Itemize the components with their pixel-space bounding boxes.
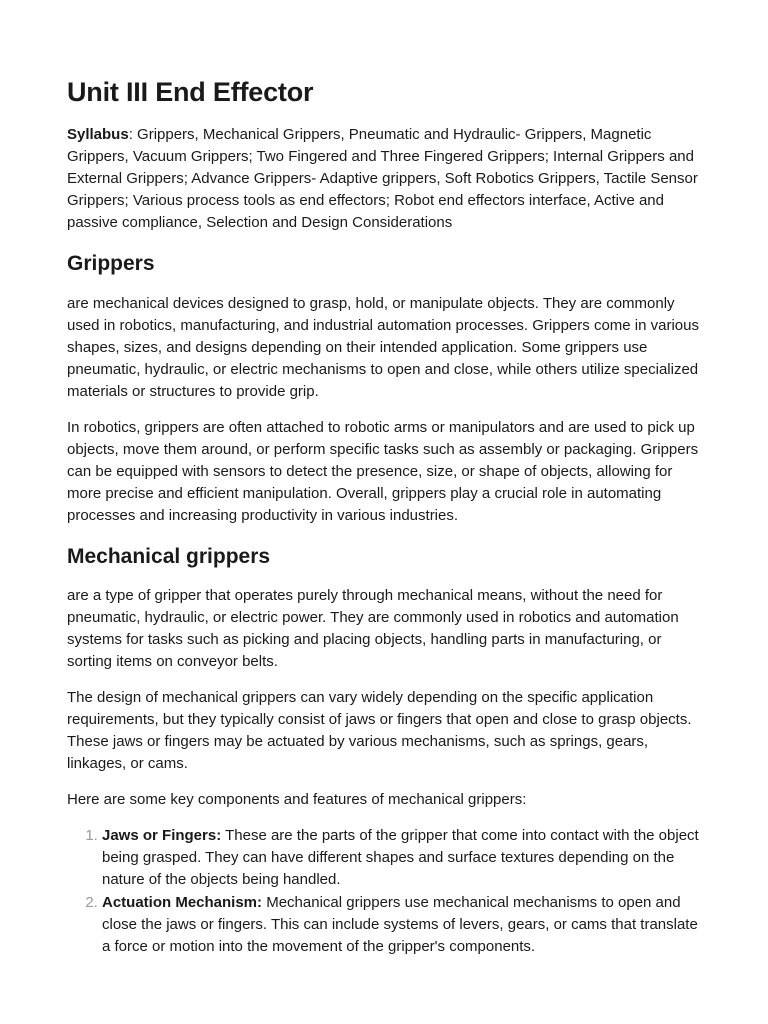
mechanical-paragraph-2: The design of mechanical grippers can vary widely depending on the specific application requirements, but they typically consist of jaws or fingers that open and close to grasp objects. These jaws or fingers may be actuated by various mechanisms, such as springs, gears, linkages, or cams. [67, 688, 692, 772]
list-item [102, 892, 701, 958]
syllabus-paragraph [67, 124, 701, 234]
list-item-term: Jaws or Fingers: [102, 826, 222, 844]
mechanical-grippers-heading: Mechanical grippers [67, 544, 271, 568]
list-item-term: Actuation Mechanism: [102, 893, 263, 911]
syllabus-text: : Grippers, Mechanical Grippers, Pneumatic and Hydraulic- Grippers, Magnetic Grippers, Vacuum Grippers; Two Fingered and Three Fingered Grippers; Internal Grippers and External Grippers; Advance Grippers- Adaptive grippers, Soft Robotics Grippers, Tactile Sensor Grippers; Various process tools as end effectors; Robot end effectors interface, Active and passive compliance, Selection and Design Considerations [67, 126, 698, 232]
grippers-heading: Grippers [67, 252, 155, 276]
mechanical-paragraph-3: Here are some key components and features of mechanical grippers: [67, 790, 527, 808]
grippers-paragraph-1: are mechanical devices designed to grasp, hold, or manipulate objects. They are commonly used in robotics, manufacturing, and industrial automation processes. Grippers come in various shapes, sizes, and designs depending on their intended application. Some grippers use pneumatic, hydraulic, or electric mechanisms to open and close, while others utilize specialized materials or structures to provide grip. [67, 294, 699, 400]
list-item-text: These are the parts of the gripper that come into contact with the object being grasped. They can have different shapes and surface textures depending on the nature of the objects being handled. [102, 826, 699, 888]
syllabus-label: Syllabus [67, 126, 129, 144]
components-list [67, 825, 701, 958]
list-item-text: Mechanical grippers use mechanical mechanisms to open and close the jaws or fingers. This can include systems of levers, gears, or cams that translate a force or motion into the movement of the gripper's components. [102, 893, 698, 955]
mechanical-paragraph-1: are a type of gripper that operates purely through mechanical means, without the need for pneumatic, hydraulic, or electric power. They are commonly used in robotics and automation systems for tasks such as picking and placing objects, handling parts in manufacturing, or sorting items on conveyor belts. [67, 586, 679, 670]
grippers-paragraph-2: In robotics, grippers are often attached to robotic arms or manipulators and are used to pick up objects, move them around, or perform specific tasks such as assembly or packaging. Grippers can be equipped with sensors to detect the presence, size, or shape of objects, allowing for more precise and efficient manipulation. Overall, grippers play a crucial role in automating processes and increasing productivity in various industries. [67, 418, 699, 524]
page-title: Unit III End Effector [67, 77, 314, 107]
list-item [102, 825, 701, 891]
